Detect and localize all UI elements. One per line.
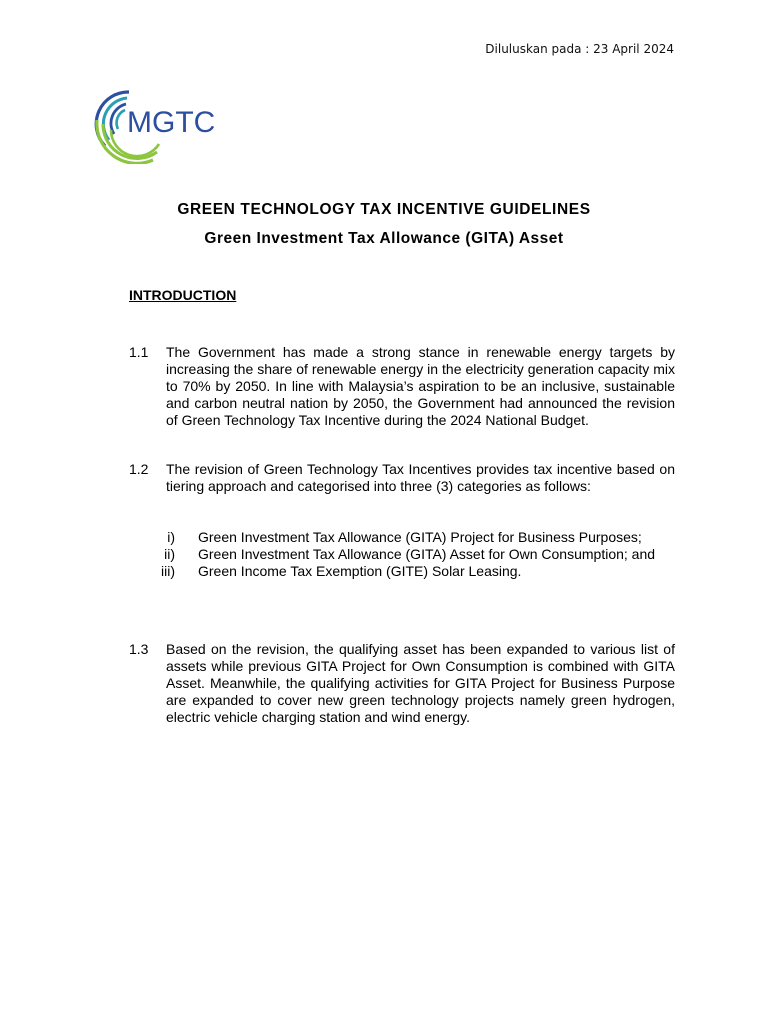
list-numeral: iii) [161,563,175,579]
mgtc-logo-mark [93,84,243,164]
paragraph-number: 1.2 [129,461,149,477]
list-item [150,546,675,563]
paragraph-text: The revision of Green Technology Tax Incentives provides tax incentive based on tiering approach and categorised into three (3) categories as follows: [166,461,675,494]
list-item [150,563,675,580]
list-item-text: Green Investment Tax Allowance (GITA) Asset for Own Consumption; and [198,546,656,562]
list-item-text: Green Income Tax Exemption (GITE) Solar Leasing. [198,563,522,579]
paragraph-text: The Government has made a strong stance in renewable energy targets by increasing the share of renewable energy in the electricity generation capacity mix to 70% by 2050. In line with Malaysia’s aspiration to be an inclusive, sustainable and carbon neutral nation by 2050, the Government had announced the revision of Green Technology Tax Incentive during the 2024 National Budget. [166,344,675,428]
category-list [150,529,675,580]
mgtc-logo [93,84,243,164]
list-numeral: i) [167,529,175,545]
logo-text: MGTC [127,106,216,139]
list-item-text: Green Investment Tax Allowance (GITA) Project for Business Purposes; [198,529,642,545]
document-title: GREEN TECHNOLOGY TAX INCENTIVE GUIDELINES [177,201,591,218]
approval-date: Diluluskan pada : 23 April 2024 [485,42,674,56]
paragraph-text: Based on the revision, the qualifying asset has been expanded to various list of assets while previous GITA Project for Own Consumption is combined with GITA Asset. Meanwhile, the qualifying activities for GITA Project for Business Purpose are expanded to cover new green technology projects namely green hydrogen, electric vehicle charging station and wind energy. [166,641,675,725]
paragraph-1-1 [129,344,675,429]
paragraph-1-3 [129,641,675,726]
paragraph-number: 1.1 [129,344,149,360]
list-numeral: ii) [164,546,175,562]
document-subtitle: Green Investment Tax Allowance (GITA) Asset [204,230,564,247]
paragraph-number: 1.3 [129,641,149,657]
list-item [150,529,675,546]
paragraph-1-2 [129,461,675,495]
section-heading-introduction: INTRODUCTION [129,287,237,303]
